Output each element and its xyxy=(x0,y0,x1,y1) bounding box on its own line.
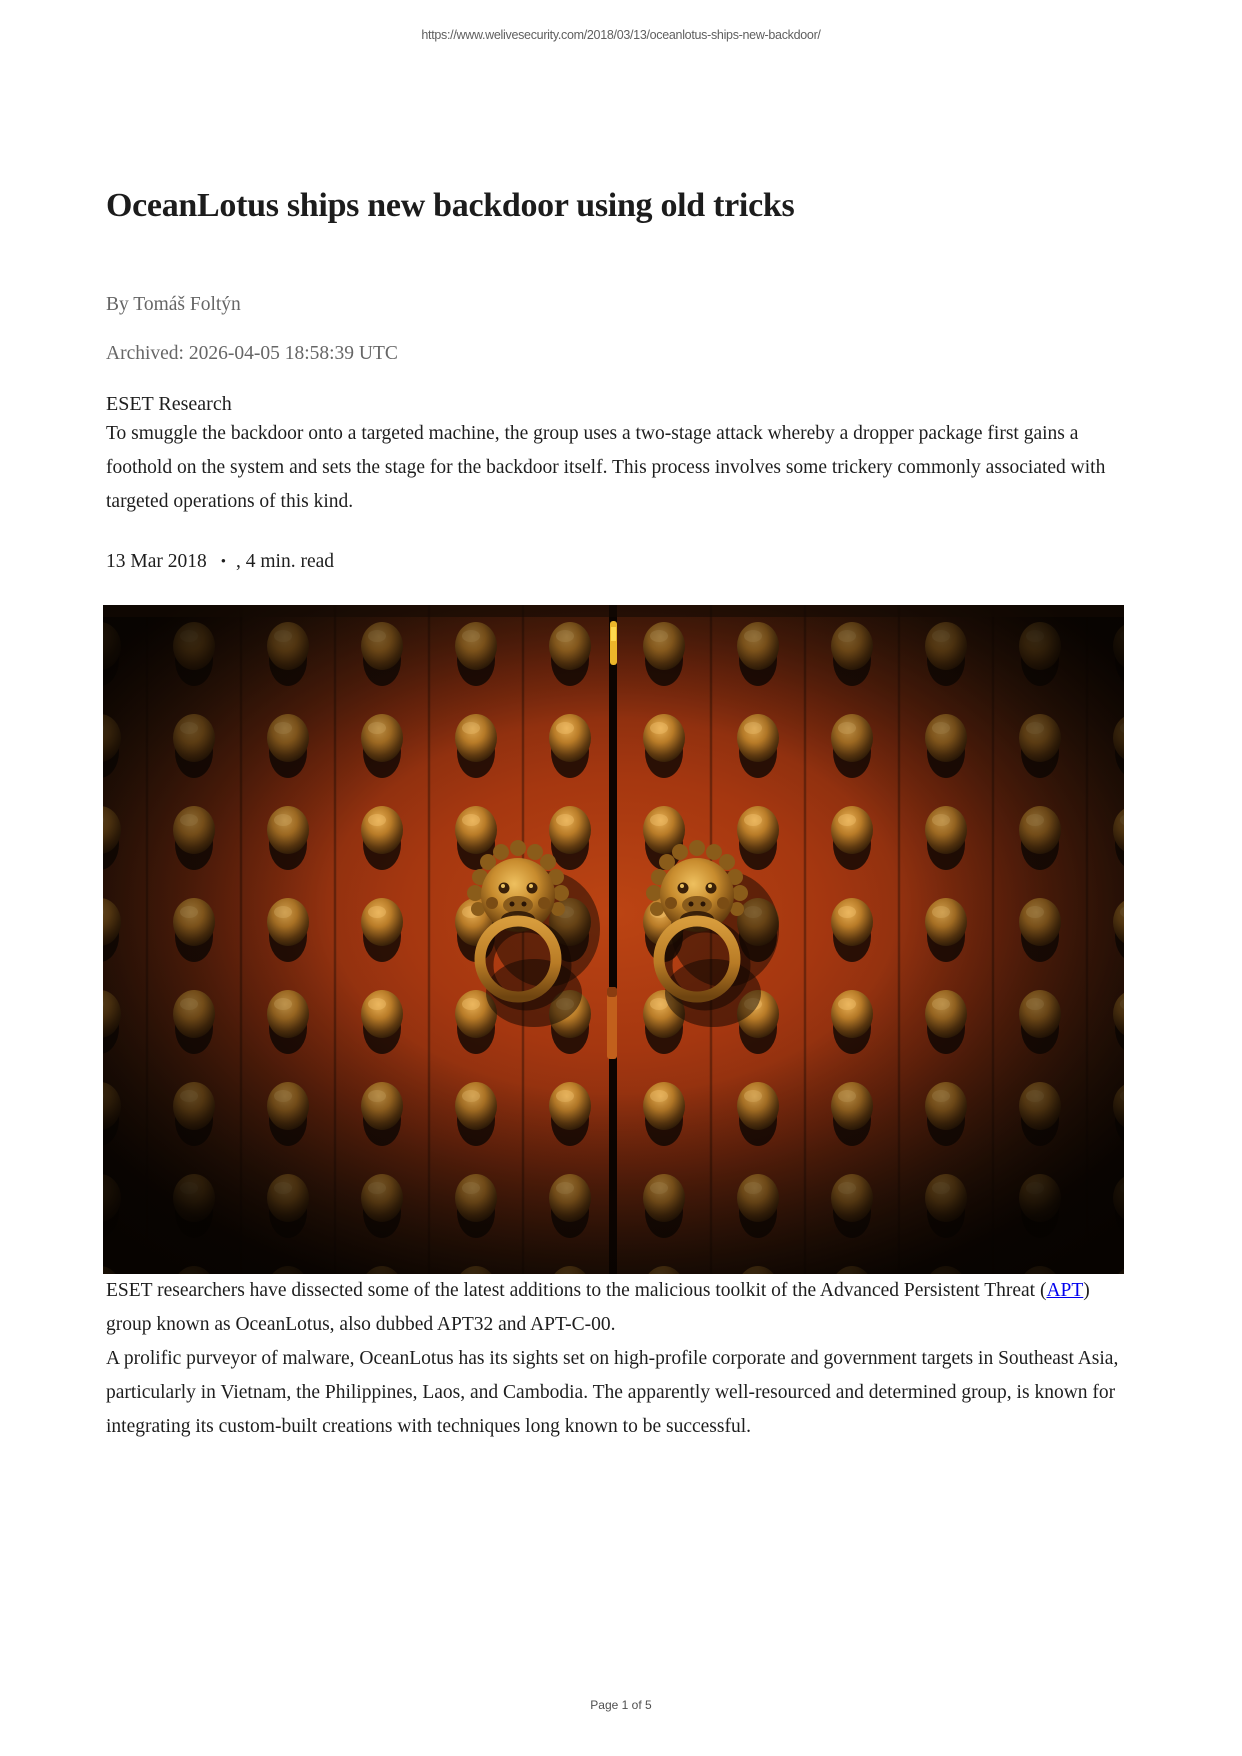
archived-timestamp: Archived: 2026-04-05 18:58:39 UTC xyxy=(106,343,398,364)
article-body xyxy=(106,0,1137,1444)
paragraph-text: ) group known as OceanLotus, also dubbed APT32 and APT-C-00. xyxy=(106,1280,1090,1335)
byline: By Tomáš Foltýn xyxy=(106,294,241,315)
article-meta xyxy=(106,547,1137,577)
paragraph: A prolific purveyor of malware, OceanLotus has its sights set on high-profile corporate and government targets in Southeast Asia, particularly in Vietnam, the Philippines, Laos, and Cambodia. The apparently well-resourced and determined group, is known for integrating its custom-built creations with techniques long known to be successful. xyxy=(106,1348,1119,1437)
bullet-separator: • xyxy=(220,554,227,570)
category-label: ESET Research xyxy=(106,393,232,415)
page-number: Page 1 of 5 xyxy=(590,1698,652,1712)
page-title: OceanLotus ships new backdoor using old tricks xyxy=(106,187,795,224)
paragraph-text: ESET researchers have dissected some of the latest additions to the malicious toolkit of the Advanced Persistent Threat ( xyxy=(106,1280,1047,1301)
article-summary: To smuggle the backdoor onto a targeted machine, the group uses a two-stage attack whereby a dropper package first gains a foothold on the system and sets the stage for the backdoor itself. This process involves some trickery commonly associated with targeted operations of this kind. xyxy=(106,423,1106,512)
article-hero-image xyxy=(103,605,1124,1274)
apt-link[interactable]: APT xyxy=(1046,1280,1084,1301)
paragraph xyxy=(106,1274,1137,1342)
publish-date: 13 Mar 2018 xyxy=(106,551,207,572)
read-time: , 4 min. read xyxy=(236,551,335,572)
source-url: https://www.welivesecurity.com/2018/03/13/oceanlotus-ships-new-backdoor/ xyxy=(421,28,821,42)
